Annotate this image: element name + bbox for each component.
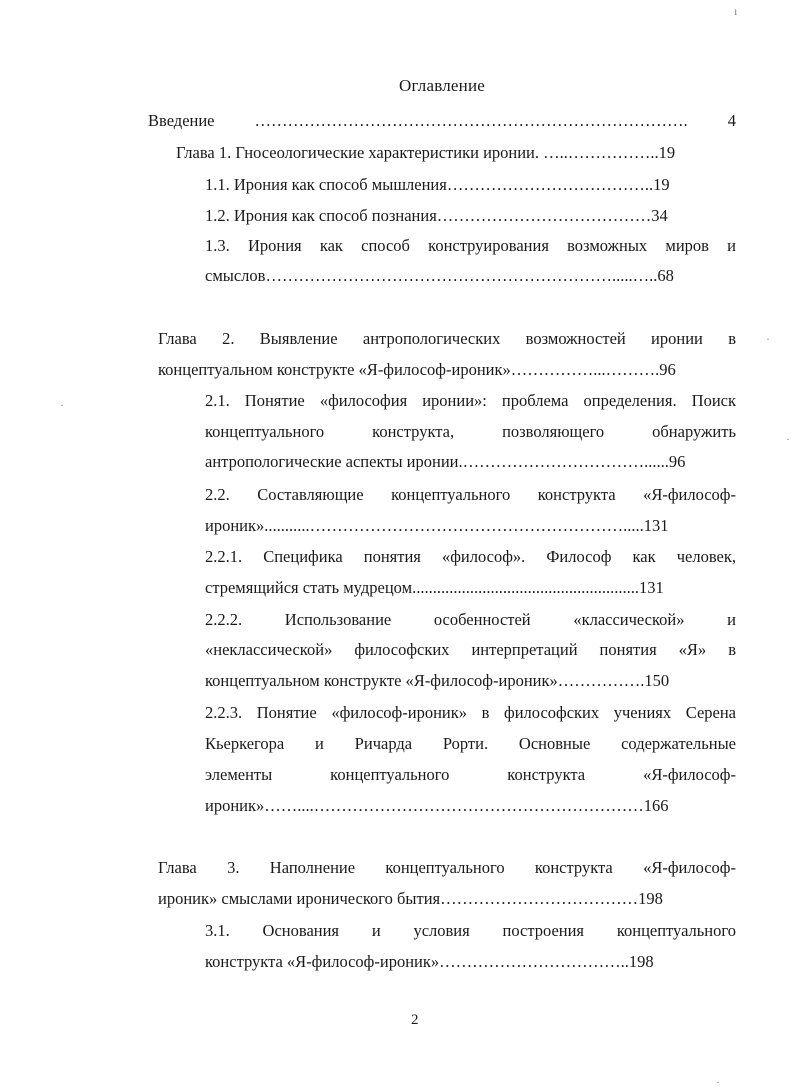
scan-speck: · (786, 432, 790, 446)
toc-entry-2-1-line1: 2.1. Понятие «философия иронии»: проблема определения. Поиск (205, 391, 736, 410)
toc-entry-2-2-3-line1: 2.2.3. Понятие «философ-ироник» в философских учениях Серена (205, 703, 736, 722)
scan-speck: · (60, 398, 64, 412)
scan-speck: · (716, 1075, 720, 1089)
toc-entry-chapter-3-line2: ироник» смыслами иронического бытия………………………………198 (158, 889, 663, 908)
toc-entry-1-3-line2: смыслов……………………………………………………….....…..68 (205, 266, 674, 285)
toc-entry-1-3-line1: 1.3. Ирония как способ конструирования возможных миров и (205, 236, 736, 255)
toc-entry-2-2-line2: ироник»...........………………………………………………….....131 (205, 516, 669, 535)
toc-entry-2-2-3-line3: элементы концептуального конструкта «Я-философ- (205, 765, 736, 784)
toc-entry-2-2-2-line3: концептуальном конструкте «Я-философ-ироник»…………….150 (205, 671, 670, 690)
toc-entry-2-2-3-line4: ироник»……....……………………………………………………166 (205, 796, 669, 815)
toc-entry-3-1-line1: 3.1. Основания и условия построения концептуального (205, 921, 736, 940)
toc-entry-2-2-2-line1: 2.2.2. Использование особенностей «классической» и (205, 610, 736, 629)
toc-entry-2-2-1-line1: 2.2.1. Специфика понятия «философ». Философ как человек, (205, 547, 736, 566)
toc-entry-1-2: 1.2. Ирония как способ познания…………………………………34 (205, 206, 668, 225)
toc-entry-chapter-3-line1: Глава 3. Наполнение концептуального конструкта «Я-философ- (158, 858, 736, 877)
toc-entry-chapter-2-line1: Глава 2. Выявление антропологических возможностей иронии в (158, 329, 736, 348)
toc-entry-2-2-3-line2: Кьеркегора и Ричарда Рорти. Основные содержательные (205, 734, 736, 753)
toc-entry-3-1-line2: конструкта «Я-философ-ироник»……………………………..198 (205, 952, 654, 971)
toc-entry-2-2-1-line2: стремящийся стать мудрецом.......................................................131 (205, 578, 664, 597)
scan-speck: ı (734, 4, 738, 18)
toc-title: Оглавление (399, 76, 485, 95)
toc-entry-2-2-2-line2: «неклассической» философских интерпретаций понятия «Я» в (205, 640, 736, 659)
toc-entry-2-1-line2: концептуального конструкта, позволяющего обнаружить (205, 422, 736, 441)
scan-speck: · (766, 332, 770, 346)
toc-entry-2-1-line3: антропологические аспекты иронии.……………………………......96 (205, 452, 686, 471)
toc-entry-1-1: 1.1. Ирония как способ мышления………………………………..19 (205, 175, 670, 194)
toc-entry-chapter-1: Глава 1. Гносеологические характеристики иронии. …..……………..19 (176, 143, 676, 162)
page-number: 2 (411, 1012, 419, 1028)
toc-entry-intro: Введение ……………………………………………………………………. 4 (148, 111, 736, 130)
toc-entry-2-2-line1: 2.2. Составляющие концептуального конструкта «Я-философ- (205, 485, 736, 504)
toc-entry-chapter-2-line2: концептуальном конструкте «Я-философ-ироник»……………...……….96 (158, 360, 676, 379)
